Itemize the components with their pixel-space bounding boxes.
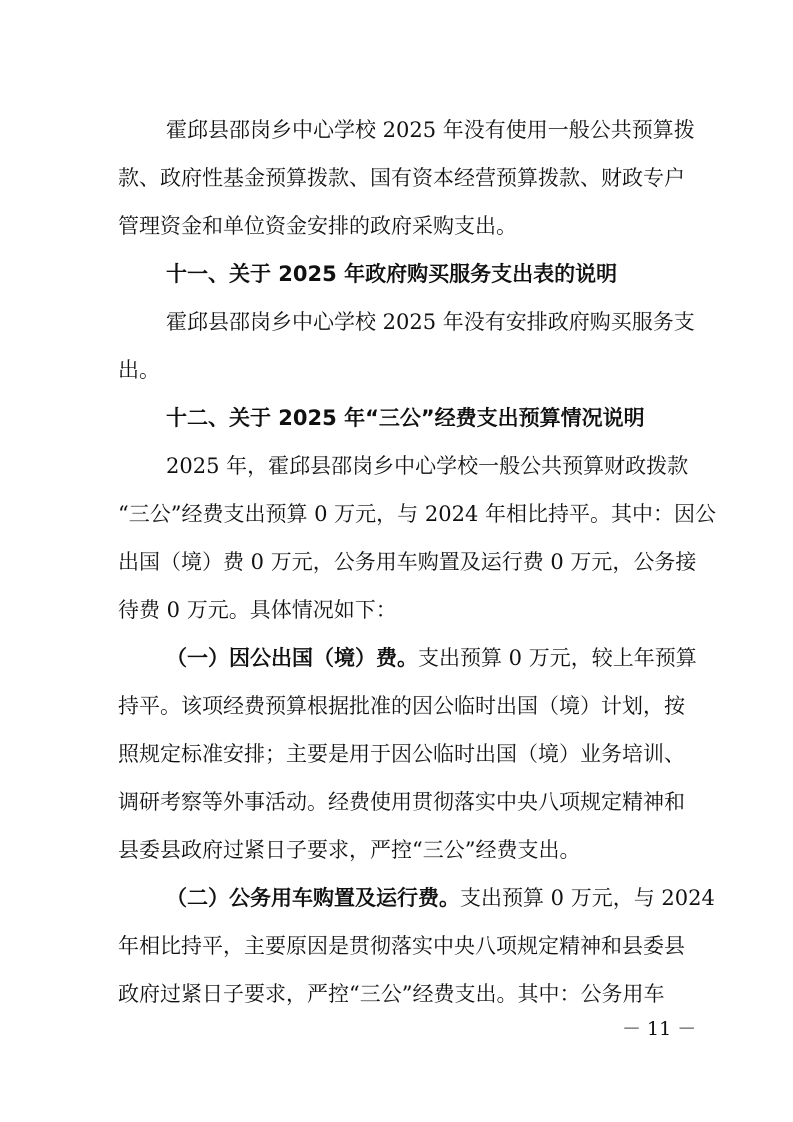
paragraph-1-line-2: 款、政府性基金预算拨款、国有资本经营预算拨款、财政专户 <box>118 166 685 190</box>
paragraph-7-line-1 <box>166 886 715 910</box>
paragraph-5-line-2: “三公”经费支出预算 0 万元，与 2024 年相比持平。其中：因公 <box>118 502 716 526</box>
section-heading-11: 十一、关于 2025 年政府购买服务支出表的说明 <box>166 262 618 286</box>
page-number: － 11 － <box>622 1018 697 1040</box>
paragraph-7-line-3: 政府过紧日子要求，严控“三公”经费支出。其中：公务用车 <box>118 982 665 1006</box>
paragraph-6-line-1 <box>166 646 697 670</box>
paragraph-6-line-5: 县委县政府过紧日子要求，严控“三公”经费支出。 <box>118 838 581 862</box>
paragraph-5-line-3: 出国（境）费 0 万元，公务用车购置及运行费 0 万元，公务接 <box>118 550 697 574</box>
paragraph-6-line-3: 照规定标准安排；主要是用于因公临时出国（境）业务培训、 <box>118 742 685 766</box>
paragraph-1-line-1: 霍邱县邵岗乡中心学校 2025 年没有使用一般公共预算拨 <box>166 118 695 142</box>
paragraph-3-line-2: 出。 <box>118 358 160 382</box>
paragraph-6-line-4: 调研考察等外事活动。经费使用贯彻落实中央八项规定精神和 <box>118 790 685 814</box>
paragraph-6-text-1: 支出预算 0 万元，较上年预算 <box>418 646 697 670</box>
section-heading-12: 十二、关于 2025 年“三公”经费支出预算情况说明 <box>166 406 645 430</box>
paragraph-5-line-1: 2025 年，霍邱县邵岗乡中心学校一般公共预算财政拨款 <box>166 454 689 478</box>
paragraph-7-text-1: 支出预算 0 万元，与 2024 <box>460 886 715 910</box>
subsection-lead-2: （二）公务用车购置及运行费。 <box>166 886 460 910</box>
paragraph-7-line-2: 年相比持平，主要原因是贯彻落实中央八项规定精神和县委县 <box>118 934 685 958</box>
paragraph-5-line-4: 待费 0 万元。具体情况如下： <box>118 598 397 622</box>
paragraph-3-line-1: 霍邱县邵岗乡中心学校 2025 年没有安排政府购买服务支 <box>166 310 695 334</box>
paragraph-1-line-3: 管理资金和单位资金安排的政府采购支出。 <box>118 214 517 238</box>
subsection-lead-1: （一）因公出国（境）费。 <box>166 646 418 670</box>
paragraph-6-line-2: 持平。该项经费预算根据批准的因公临时出国（境）计划，按 <box>118 694 685 718</box>
